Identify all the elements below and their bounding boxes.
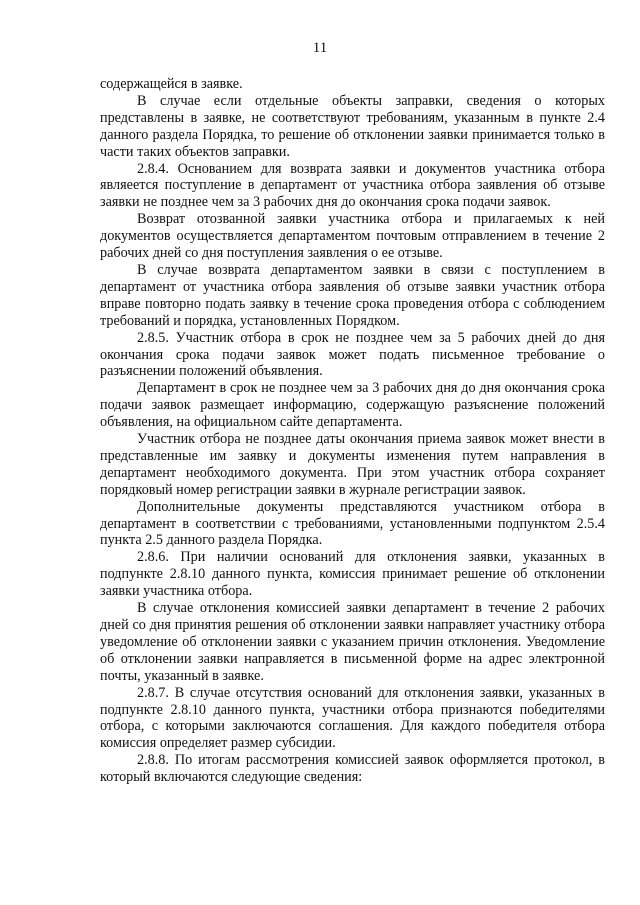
- document-body: [100, 76, 605, 786]
- paragraph: Дополнительные документы представляются участником отбора в департамент в соответствии с требованиями, установленными подпунктом 2.5.4 пункта 2.5 данного раздела Порядка.: [100, 498, 605, 549]
- paragraph-2-8-4: 2.8.4. Основанием для возврата заявки и документов участника отбора являеется поступление в департамент от участника отбора заявления об отзыве заявки не позднее чем за 3 рабочих дня до окончания срока подачи заявок.: [100, 160, 605, 211]
- paragraph: В случае если отдельные объекты заправки, сведения о которых представлены в заявке, не соответствуют требованиям, указанным в пункте 2.4 данного раздела Порядка, то решение об отклонении заявки принимается только в части таких объектов заправки.: [100, 92, 605, 160]
- paragraph: Департамент в срок не позднее чем за 3 рабочих дня до дня окончания срока подачи заявок размещает информацию, содержащую разъяснение положений объявления, на официальном сайте департамента.: [100, 380, 605, 431]
- paragraph-continuation: содержащейся в заявке.: [100, 76, 243, 92]
- paragraph-2-8-6: 2.8.6. При наличии оснований для отклонения заявки, указанных в подпункте 2.8.10 данного пункта, комиссия принимает решение об отклонении заявки участника отбора.: [100, 549, 605, 600]
- paragraph-2-8-5: 2.8.5. Участник отбора в срок не позднее чем за 5 рабочих дней до дня окончания срока подачи заявок может подать письменное требование о разъяснении положений объявления.: [100, 329, 605, 380]
- paragraph: Участник отбора не позднее даты окончания приема заявок может внести в представленные им заявку и документы изменения путем направления в департамент необходимого документа. При этом участник отбора сохраняет порядковый номер регистрации заявки в журнале регистрации заявок.: [100, 431, 605, 498]
- page-number: 11: [312, 40, 328, 56]
- paragraph: В случае отклонения комиссией заявки департамент в течение 2 рабочих дней со дня принятия решения об отклонении заявки направляет участнику отбора уведомление об отклонении заявки с указанием причин отклонения. Уведомление об отклонении заявки направляется в письменной форме на адрес электронной почты, указанный в заявке.: [100, 600, 605, 684]
- paragraph-2-8-8: 2.8.8. По итогам рассмотрения комиссией заявок оформляется протокол, в который включаются следующие сведения:: [100, 752, 605, 786]
- paragraph: В случае возврата департаментом заявки в связи с поступлением в департамент от участника отбора заявления об отзыве заявки участник отбора вправе повторно подать заявку в течение срока проведения отбора с соблюдением требований и порядка, установленных Порядком.: [100, 261, 605, 329]
- paragraph-2-8-7: 2.8.7. В случае отсутствия оснований для отклонения заявки, указанных в подпункте 2.8.10 данного пункта, участники отбора признаются победителями отбора, с которыми заключаются соглашения. Для каждого победителя отбора комиссия определяет размер субсидии.: [100, 684, 605, 752]
- paragraph: Возврат отозванной заявки участника отбора и прилагаемых к ней документов осуществляется департаментом почтовым отправлением в течение 2 рабочих дней со дня поступления заявления о ее отзыве.: [100, 211, 605, 262]
